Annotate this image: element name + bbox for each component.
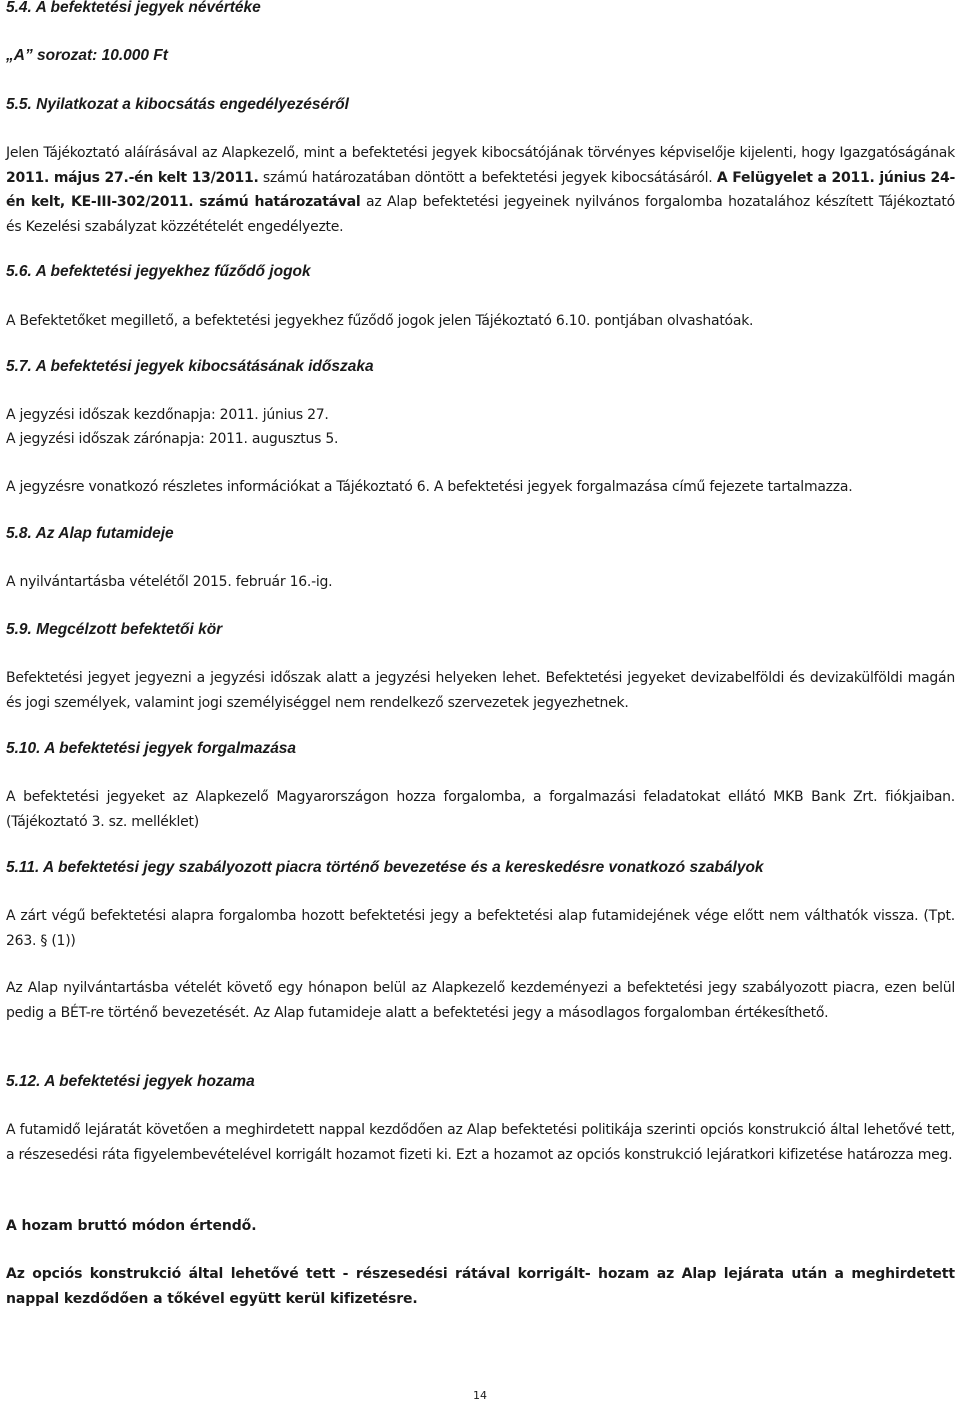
paragraph-issuance-approval <box>6 141 955 239</box>
approval-authority-resolution: A Felügyelet a 2011. június 24-én kelt, KE-III-302/2011. számú határozatával <box>6 169 956 210</box>
paragraph-gross-yield: A hozam bruttó módon értendő. <box>6 1218 257 1234</box>
subscription-start-date: A jegyzési időszak kezdőnapja: 2011. június 27. <box>6 407 329 423</box>
section-heading-5-11: 5.11. A befektetési jegy szabályozott piacra történő bevezetése és a kereskedésre vonatkozó szabályok <box>6 859 764 876</box>
approval-text-1: Jelen Tájékoztató aláírásával az Alapkezelő, mint a befektetési jegyek kibocsátójának törvényes képviselője kijelenti, hogy Igazgatóságának <box>6 145 955 161</box>
approval-text-2: számú határozatában döntött a befektetési jegyek kibocsátásáról. <box>258 169 717 186</box>
section-heading-5-5: 5.5. Nyilatkozat a kibocsátás engedélyezéséről <box>6 96 349 113</box>
section-heading-5-10: 5.10. A befektetési jegyek forgalmazása <box>6 740 297 757</box>
section-heading-5-7: 5.7. A befektetési jegyek kibocsátásának időszaka <box>6 358 374 375</box>
section-heading-5-9: 5.9. Megcélzott befektetői kör <box>6 621 223 638</box>
paragraph-subscription-info: A jegyzésre vonatkozó részletes információkat a Tájékoztató 6. A befektetési jegyek forgalmazása című fejezete tartalmazza. <box>6 479 853 495</box>
approval-text-3: az Alap befektetési jegyeinek nyilvános forgalomba hozatalához készített Tájékoztató és Kezelési szabályzat közzétételét engedélyezte. <box>6 194 955 235</box>
paragraph-distribution: A befektetési jegyeket az Alapkezelő Magyarországon hozza forgalomba, a forgalmazási feladatokat ellátó MKB Bank Zrt. fiókjaiban. (Tájékoztató 3. sz. melléklet) <box>6 789 955 830</box>
paragraph-market-listing: Az Alap nyilvántartásba vételét követő egy hónapon belül az Alapkezelő kezdeményezi a befektetési jegy szabályozott piacra, ezen belül pedig a BÉT-re történő bevezetését. Az Alap futamideje alatt a befektetési jegy a másodlagos forgalomban értékesíthető. <box>6 980 955 1021</box>
paragraph-yield: A futamidő lejáratát követően a meghirdetett nappal kezdődően az Alap befektetési politikája szerinti opciós konstrukció által lehetővé tett, a részesedési ráta figyelembevételével korrigált hozamot fizeti ki. Ezt a hozamot az opciós konstrukció lejáratkori kifizetése határozza meg. <box>6 1122 955 1163</box>
paragraph-fund-term: A nyilvántartásba vételétől 2015. február 16.-ig. <box>6 574 333 590</box>
paragraph-no-redemption: A zárt végű befektetési alapra forgalomba hozott befektetési jegy a befektetési alap futamidejének vége előtt nem válthatók vissza. (Tpt. 263. § (1)) <box>6 908 955 949</box>
section-heading-5-8: 5.8. Az Alap futamideje <box>6 525 174 542</box>
section-heading-5-6: 5.6. A befektetési jegyekhez fűződő jogok <box>6 263 311 280</box>
page-number: 14 <box>473 1389 487 1402</box>
series-a-nominal-value: „A” sorozat: 10.000 Ft <box>6 47 168 64</box>
paragraph-option-yield-payout: Az opciós konstrukció által lehetővé tett - részesedési rátával korrigált- hozam az Alap lejárata után a meghirdetett nappal kezdődően a tőkével együtt kerül kifizetésre. <box>6 1266 955 1307</box>
paragraph-investor-rights: A Befektetőket megillető, a befektetési jegyekhez fűződő jogok jelen Tájékoztató 6.10. pontjában olvashatóak. <box>6 313 754 329</box>
approval-board-resolution: 2011. május 27.-én kelt 13/2011. <box>6 169 259 186</box>
subscription-end-date: A jegyzési időszak zárónapja: 2011. augusztus 5. <box>6 431 339 447</box>
section-heading-5-4: 5.4. A befektetési jegyek névértéke <box>6 0 261 16</box>
paragraph-target-investors: Befektetési jegyet jegyezni a jegyzési időszak alatt a jegyzési helyeken lehet. Befektetési jegyeket devizabelföldi és devizakülföldi magán és jogi személyek, valamint jogi személyiséggel nem rendelkező szervezetek jegyezhetnek. <box>6 670 955 711</box>
section-heading-5-12: 5.12. A befektetési jegyek hozama <box>6 1073 255 1090</box>
